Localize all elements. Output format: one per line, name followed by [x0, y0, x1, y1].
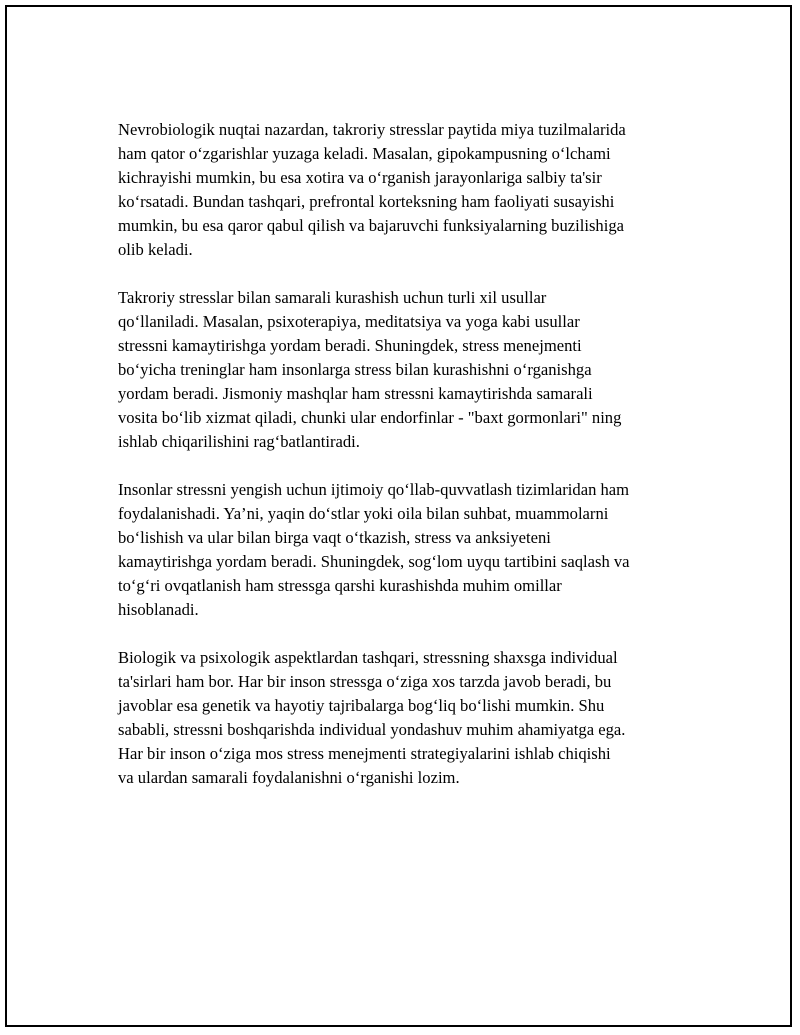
paragraph-line: Biologik va psixologik aspektlardan tashqari, stressning shaxsga individual [118, 648, 618, 667]
document-body [118, 118, 698, 814]
paragraph-line: Har bir inson o‘ziga mos stress menejmenti strategiyalarini ishlab chiqishi [118, 744, 611, 763]
paragraph-line: qo‘llaniladi. Masalan, psixoterapiya, meditatsiya va yoga kabi usullar [118, 312, 580, 331]
paragraph-line: Nevrobiologik nuqtai nazardan, takroriy stresslar paytida miya tuzilmalarida [118, 120, 626, 139]
paragraph-line: yordam beradi. Jismoniy mashqlar ham stressni kamaytirishda samarali [118, 384, 593, 403]
paragraph-line: mumkin, bu esa qaror qabul qilish va bajaruvchi funksiyalarning buzilishiga [118, 216, 624, 235]
paragraph-line: Takroriy stresslar bilan samarali kurashish uchun turli xil usullar [118, 288, 547, 307]
paragraph-line: ishlab chiqarilishini rag‘batlantiradi. [118, 432, 360, 451]
paragraph-line: foydalanishadi. Ya’ni, yaqin do‘stlar yoki oila bilan suhbat, muammolarni [118, 504, 609, 523]
paragraph-1 [118, 118, 698, 262]
paragraph-line: stressni kamaytirishga yordam beradi. Shuningdek, stress menejmenti [118, 336, 582, 355]
paragraph-line: to‘g‘ri ovqatlanish ham stressga qarshi kurashishda muhim omillar [118, 576, 562, 595]
paragraph-line: vosita bo‘lib xizmat qiladi, chunki ular endorfinlar - "baxt gormonlari" ning [118, 408, 622, 427]
paragraph-line: ko‘rsatadi. Bundan tashqari, prefrontal korteksning ham faoliyati susayishi [118, 192, 615, 211]
paragraph-line: sababli, stressni boshqarishda individual yondashuv muhim ahamiyatga ega. [118, 720, 626, 739]
paragraph-line: bo‘yicha treninglar ham insonlarga stress bilan kurashishni o‘rganishga [118, 360, 592, 379]
paragraph-line: bo‘lishish va ular bilan birga vaqt o‘tkazish, stress va anksiyeteni [118, 528, 551, 547]
paragraph-line: ham qator o‘zgarishlar yuzaga keladi. Masalan, gipokampusning o‘lchami [118, 144, 611, 163]
paragraph-line: Insonlar stressni yengish uchun ijtimoiy qo‘llab-quvvatlash tizimlaridan ham [118, 480, 630, 499]
paragraph-2 [118, 286, 698, 454]
paragraph-line: javoblar esa genetik va hayotiy tajribalarga bog‘liq bo‘lishi mumkin. Shu [118, 696, 605, 715]
paragraph-line: ta'sirlari ham bor. Har bir inson stressga o‘ziga xos tarzda javob beradi, bu [118, 672, 612, 691]
paragraph-line: kamaytirishga yordam beradi. Shuningdek, sog‘lom uyqu tartibini saqlash va [118, 552, 630, 571]
paragraph-line: hisoblanadi. [118, 600, 199, 619]
paragraph-line: olib keladi. [118, 240, 193, 259]
paragraph-4 [118, 646, 698, 790]
paragraph-line: kichrayishi mumkin, bu esa xotira va o‘rganish jarayonlariga salbiy ta'sir [118, 168, 602, 187]
paragraph-line: va ulardan samarali foydalanishni o‘rganishi lozim. [118, 768, 460, 787]
paragraph-3 [118, 478, 698, 622]
